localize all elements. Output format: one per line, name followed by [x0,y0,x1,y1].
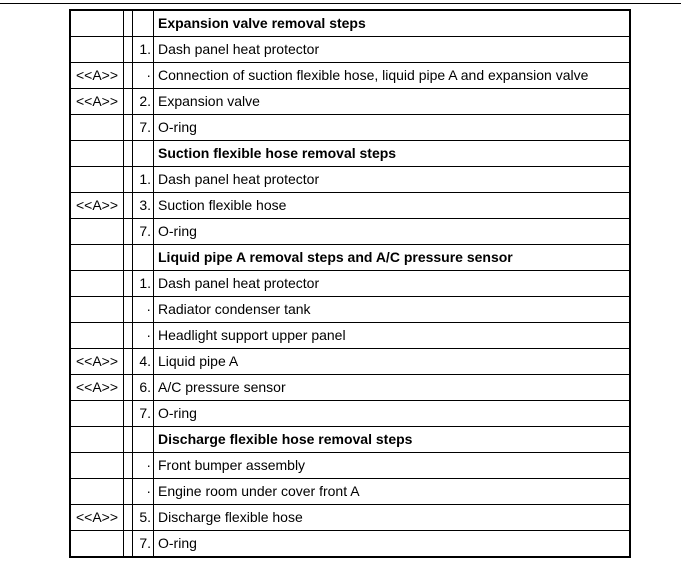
spacer-cell [124,219,133,245]
step-number: 1. [133,271,154,297]
service-reference [70,245,124,271]
service-reference: <<A>> [70,63,124,89]
step-description: Dash panel heat protector [154,37,631,63]
service-reference: <<A>> [70,89,124,115]
step-number: 7. [133,401,154,427]
spacer-cell [124,323,133,349]
service-reference: <<A>> [70,375,124,401]
step-row [70,37,630,63]
step-row [70,349,630,375]
step-description: Front bumper assembly [154,453,631,479]
step-number: · [133,297,154,323]
section-heading-row [70,427,630,453]
step-number: 4. [133,349,154,375]
service-reference [70,323,124,349]
step-number: 7. [133,115,154,141]
step-number: 7. [133,531,154,558]
step-description: Dash panel heat protector [154,167,631,193]
spacer-cell [124,167,133,193]
step-row [70,453,630,479]
step-row [70,531,630,558]
step-description: A/C pressure sensor [154,375,631,401]
top-rule [0,3,681,4]
step-description: O-ring [154,219,631,245]
removal-steps-table [69,9,631,558]
spacer-cell [124,89,133,115]
step-row [70,479,630,505]
service-reference: <<A>> [70,505,124,531]
spacer-cell [124,505,133,531]
step-row [70,401,630,427]
step-number: 3. [133,193,154,219]
service-reference [70,479,124,505]
step-row [70,271,630,297]
step-number: · [133,63,154,89]
spacer-cell [124,10,133,37]
step-description: Headlight support upper panel [154,323,631,349]
spacer-cell [124,375,133,401]
step-number: · [133,323,154,349]
step-row [70,323,630,349]
spacer-cell [124,141,133,167]
step-description: O-ring [154,531,631,558]
service-reference [70,115,124,141]
step-description: Radiator condenser tank [154,297,631,323]
spacer-cell [124,349,133,375]
step-description: Expansion valve [154,89,631,115]
step-number: · [133,453,154,479]
section-heading-row [70,245,630,271]
section-heading: Discharge flexible hose removal steps [154,427,631,453]
spacer-cell [124,37,133,63]
step-number: 5. [133,505,154,531]
service-reference [70,401,124,427]
section-heading: Liquid pipe A removal steps and A/C pressure sensor [154,245,631,271]
service-reference [70,219,124,245]
spacer-cell [124,401,133,427]
service-reference [70,141,124,167]
step-description: Suction flexible hose [154,193,631,219]
service-reference [70,453,124,479]
step-number: 7. [133,219,154,245]
spacer-cell [124,531,133,558]
removal-steps-body [70,10,630,557]
spacer-cell [124,245,133,271]
step-number: 2. [133,89,154,115]
step-number: 1. [133,167,154,193]
step-description: Liquid pipe A [154,349,631,375]
spacer-cell [124,427,133,453]
spacer-cell [124,297,133,323]
service-reference [70,427,124,453]
spacer-cell [124,479,133,505]
section-heading: Expansion valve removal steps [154,10,631,37]
step-description: Discharge flexible hose [154,505,631,531]
step-description: Connection of suction flexible hose, liquid pipe A and expansion valve [154,63,631,89]
spacer-cell [124,63,133,89]
step-number [133,10,154,37]
service-reference [70,167,124,193]
spacer-cell [124,453,133,479]
step-row [70,193,630,219]
step-row [70,63,630,89]
step-number: 1. [133,37,154,63]
step-row [70,375,630,401]
step-row [70,297,630,323]
service-reference: <<A>> [70,193,124,219]
step-row [70,167,630,193]
step-number [133,141,154,167]
spacer-cell [124,115,133,141]
step-number [133,427,154,453]
service-reference [70,297,124,323]
service-reference [70,531,124,558]
service-reference: <<A>> [70,349,124,375]
section-heading-row [70,10,630,37]
step-description: Engine room under cover front A [154,479,631,505]
service-reference [70,271,124,297]
section-heading: Suction flexible hose removal steps [154,141,631,167]
step-description: O-ring [154,115,631,141]
spacer-cell [124,193,133,219]
step-description: Dash panel heat protector [154,271,631,297]
step-number: · [133,479,154,505]
spacer-cell [124,271,133,297]
service-reference [70,37,124,63]
step-number: 6. [133,375,154,401]
step-row [70,115,630,141]
section-heading-row [70,141,630,167]
step-description: O-ring [154,401,631,427]
step-row [70,505,630,531]
step-row [70,89,630,115]
step-row [70,219,630,245]
step-number [133,245,154,271]
service-reference [70,10,124,37]
